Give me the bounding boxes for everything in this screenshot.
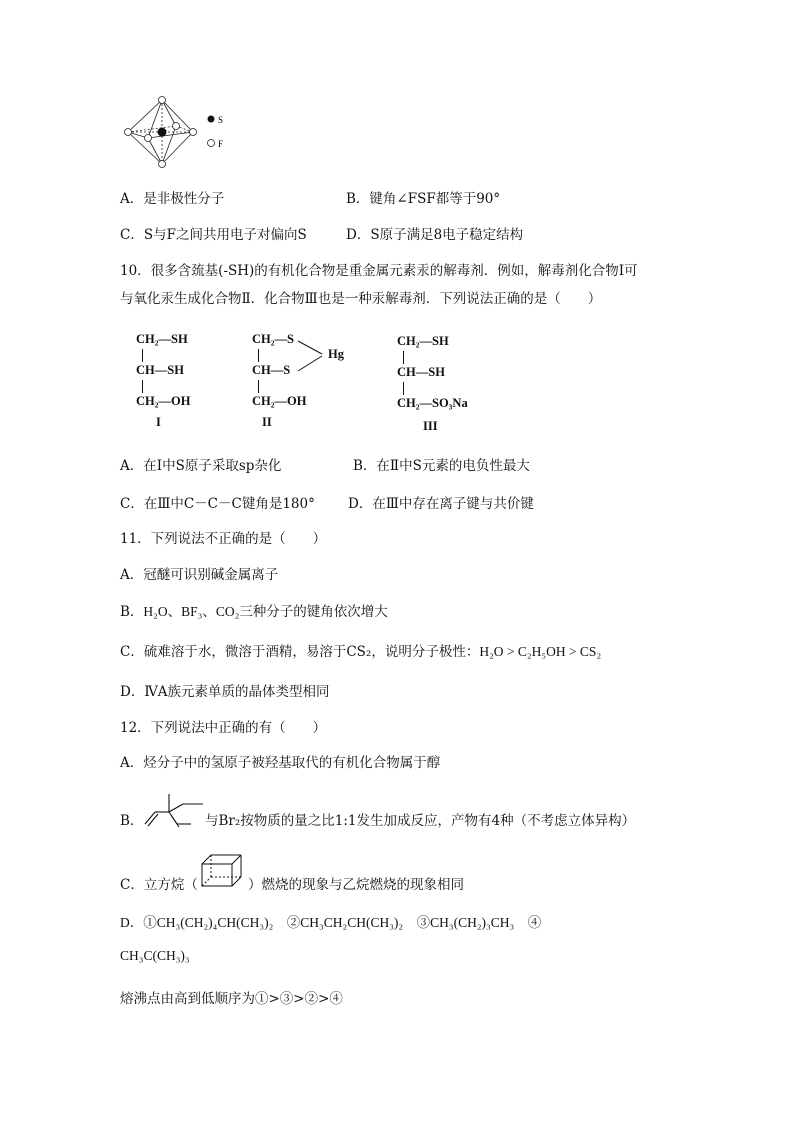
compound-i-row3: CH₂—OH [136, 394, 191, 408]
q11-option-d: D．ⅣA族元素单质的晶体类型相同 [120, 684, 330, 700]
q10-option-b: B．在Ⅱ中S元素的电负性最大 [353, 458, 530, 474]
q12-option-b-text: 与Br₂按物质的量之比1:1发生加成反应，产物有4种（不考虑立体异构） [205, 813, 636, 829]
compound-ii-structure [252, 332, 362, 432]
q10-option-d: D．在Ⅲ中存在离子键与共价键 [348, 496, 534, 512]
q11-option-b [120, 603, 388, 621]
q11-option-b-prefix: B． [120, 604, 144, 620]
sf6-octahedron-figure [118, 92, 248, 172]
compound-ii-hg: Hg [328, 347, 344, 361]
q10-option-a: A．在Ⅰ中S原子采取sp杂化 [120, 458, 282, 474]
compound-i-row2: CH—SH [136, 363, 184, 377]
q12-option-d-line3: 熔沸点由高到低顺序为①>③>②>④ [120, 991, 343, 1007]
q12-option-d-line1: D．①CH₃(CH₂)₄CH(CH₃)₂ ②CH₃CH₂CH(CH₃)₂ ③CH₃(CH₂)₃CH₃ ④ [120, 915, 542, 930]
compound-iii-structure [397, 334, 507, 434]
compound-ii-row2: CH—S [252, 363, 291, 377]
q10-stem-line1: 10．很多含巯基(-SH)的有机化合物是重金属元素汞的解毒剂．例如，解毒剂化合物Ⅰ可 [120, 263, 638, 279]
q11-option-a: A．冠醚可识别碱金属离子 [120, 567, 279, 583]
q10-stem-line2: 与氧化汞生成化合物Ⅱ．化合物Ⅲ也是一种汞解毒剂．下列说法正确的是（ ） [120, 291, 602, 307]
hg-bond-lines [296, 337, 326, 373]
q12-option-a: A．烃分子中的氢原子被羟基取代的有机化合物属于醇 [120, 755, 441, 771]
compound-ii-row3: CH₂—OH [252, 394, 307, 408]
compound-iii-row2: CH—SH [397, 365, 445, 379]
q9-option-b: B．键角∠FSF都等于90° [346, 191, 501, 207]
compound-i-label: I [156, 415, 161, 429]
compound-iii-row3: CH₂—SO₃Na [397, 396, 468, 410]
q12-option-b-prefix: B． [120, 813, 144, 829]
compound-ii-row1: CH₂—S [252, 332, 294, 346]
q12-option-c-text: ）燃烧的现象与乙烷燃烧的现象相同 [248, 877, 464, 893]
q11-option-c-order: H₂O > C₂H₅OH > CS₂ [479, 644, 602, 659]
q12-stem: 12．下列说法中正确的有（ ） [120, 720, 327, 736]
compound-i-row1: CH₂—SH [136, 332, 188, 346]
compound-iii-row1: CH₂—SH [397, 334, 449, 348]
compound-iii-label: III [423, 419, 438, 433]
q9-option-c: C．S与F之间共用电子对偏向S [120, 227, 307, 243]
compound-ii-label: II [262, 415, 272, 429]
cubane-cube-icon [198, 852, 244, 890]
legend-s-label: S [218, 115, 224, 125]
q12-option-d-line2: CH₃C(CH₃)₃ [120, 948, 190, 963]
q11-option-b-molecules: H₂O、BF₃、CO₂ [143, 604, 240, 619]
compound-i-structure [136, 332, 226, 432]
legend-f-label: F [218, 139, 224, 149]
q10-option-c: C．在Ⅲ中C－C－C键角是180° [120, 496, 315, 512]
q9-option-d: D．S原子满足8电子稳定结构 [346, 227, 524, 243]
q11-stem: 11．下列说法不正确的是（ ） [120, 531, 327, 547]
q11-option-b-rest: 三种分子的键角依次增大 [239, 604, 388, 620]
q11-option-c [120, 643, 601, 661]
q12-option-c-prefix: C．立方烷（ [120, 877, 198, 893]
diene-skeletal-structure [143, 790, 205, 830]
q9-option-a: A．是非极性分子 [120, 191, 225, 207]
q11-option-c-prefix: C．硫难溶于水，微溶于酒精，易溶于CS₂，说明分子极性： [120, 644, 480, 660]
